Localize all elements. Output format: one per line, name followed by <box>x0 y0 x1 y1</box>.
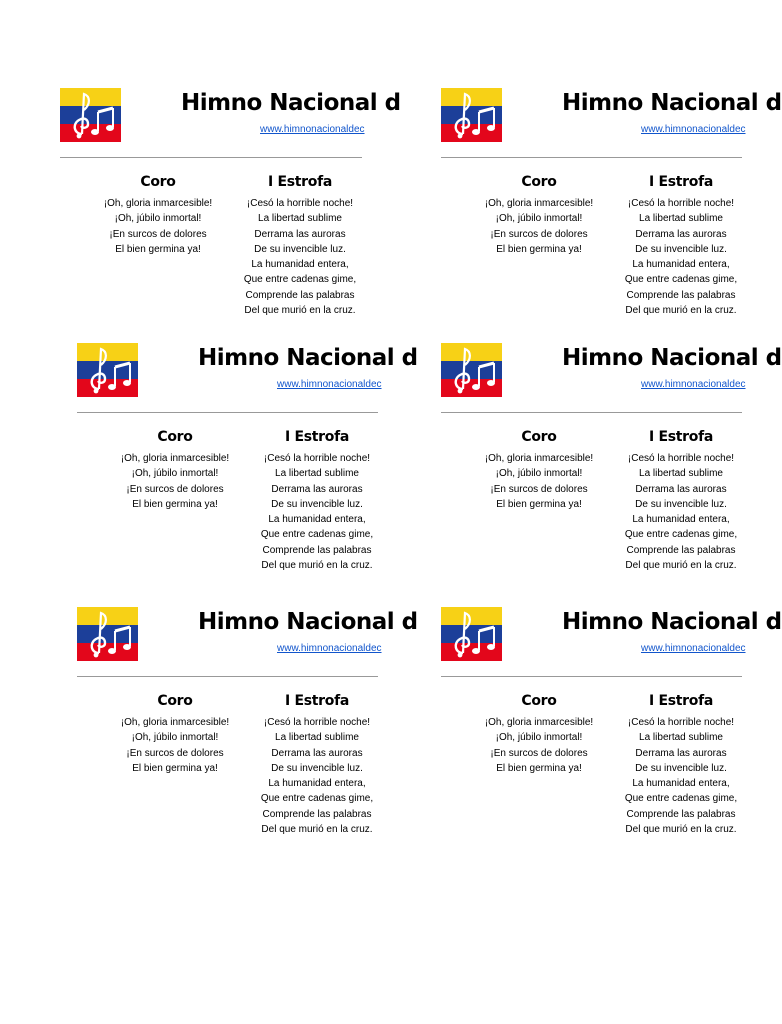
coro-line: ¡Oh, gloria inmarcesible! <box>484 453 594 464</box>
coro-column <box>77 428 273 512</box>
coro-line: El bien germina ya! <box>115 243 201 255</box>
estrofa-line: ¡Cesó la horrible noche! <box>627 198 735 209</box>
coro-line: ¡En surcos de dolores <box>126 747 224 759</box>
estrofa-line: Derrama las auroras <box>271 747 363 759</box>
estrofa-line: Derrama las auroras <box>635 483 727 495</box>
estrofa-line: Que entre cadenas gime, <box>624 274 738 286</box>
coro-line: ¡En surcos de dolores <box>126 483 224 495</box>
music-notes-icon <box>441 88 502 142</box>
flag-logo <box>60 88 121 142</box>
music-notes-icon <box>441 607 502 661</box>
website-link[interactable]: www.himnonacionaldec <box>260 124 365 135</box>
website-link[interactable]: www.himnonacionaldec <box>641 379 746 390</box>
coro-line: ¡En surcos de dolores <box>490 483 588 495</box>
flag-logo <box>441 88 502 142</box>
estrofa-heading: I Estrofa <box>648 174 714 190</box>
music-notes-icon <box>441 343 502 397</box>
estrofa-line: La humanidad entera, <box>632 514 730 526</box>
estrofa-line: La libertad sublime <box>639 213 723 225</box>
estrofa-line: La humanidad entera, <box>632 778 730 790</box>
estrofa-line: Del que murió en la cruz. <box>625 560 737 572</box>
coro-line: El bien germina ya! <box>496 498 582 510</box>
estrofa-line: De su invencible luz. <box>635 762 727 774</box>
estrofa-column <box>257 428 377 573</box>
website-link[interactable]: www.himnonacionaldec <box>277 379 382 390</box>
coro-line: ¡Oh, gloria inmarcesible! <box>484 717 594 728</box>
coro-column <box>441 428 637 512</box>
card-title: Himno Nacional d <box>198 609 418 635</box>
coro-line: ¡Oh, gloria inmarcesible! <box>103 198 213 209</box>
divider <box>77 412 378 413</box>
estrofa-line: Que entre cadenas gime, <box>243 274 357 286</box>
coro-line: ¡Oh, gloria inmarcesible! <box>120 717 230 728</box>
estrofa-line: Comprende las palabras <box>626 289 736 301</box>
estrofa-column <box>621 692 741 837</box>
estrofa-line: La libertad sublime <box>275 468 359 480</box>
estrofa-column <box>621 428 741 573</box>
estrofa-line: ¡Cesó la horrible noche! <box>627 453 735 464</box>
coro-line: ¡Oh, gloria inmarcesible! <box>120 453 230 464</box>
estrofa-line: De su invencible luz. <box>254 243 346 255</box>
estrofa-heading: I Estrofa <box>648 429 714 445</box>
divider <box>77 676 378 677</box>
estrofa-line: De su invencible luz. <box>635 498 727 510</box>
anthem-card-3 <box>77 343 418 583</box>
website-link[interactable]: www.himnonacionaldec <box>277 643 382 654</box>
coro-heading: Coro <box>157 429 193 445</box>
estrofa-line: ¡Cesó la horrible noche! <box>627 717 735 728</box>
estrofa-line: Del que murió en la cruz. <box>625 824 737 836</box>
estrofa-line: Derrama las auroras <box>635 747 727 759</box>
estrofa-line: La humanidad entera, <box>632 259 730 271</box>
coro-heading: Coro <box>521 174 557 190</box>
coro-line: ¡Oh, júbilo inmortal! <box>131 468 219 480</box>
estrofa-line: Comprende las palabras <box>245 289 355 301</box>
coro-line: ¡Oh, júbilo inmortal! <box>131 732 219 744</box>
estrofa-heading: I Estrofa <box>284 693 350 709</box>
coro-line: ¡En surcos de dolores <box>109 228 207 240</box>
estrofa-line: Del que murió en la cruz. <box>261 824 373 836</box>
divider <box>60 157 362 158</box>
coro-column <box>60 173 256 257</box>
estrofa-line: Del que murió en la cruz. <box>261 560 373 572</box>
card-title: Himno Nacional d <box>198 345 418 371</box>
estrofa-line: Comprende las palabras <box>626 544 736 556</box>
estrofa-line: Que entre cadenas gime, <box>260 529 374 541</box>
estrofa-column <box>257 692 377 837</box>
coro-heading: Coro <box>140 174 176 190</box>
coro-heading: Coro <box>157 693 193 709</box>
anthem-card-5 <box>77 607 418 847</box>
coro-line: ¡Oh, júbilo inmortal! <box>495 732 583 744</box>
coro-line: ¡Oh, júbilo inmortal! <box>495 213 583 225</box>
coro-line: El bien germina ya! <box>132 762 218 774</box>
divider <box>441 676 742 677</box>
estrofa-line: La libertad sublime <box>275 732 359 744</box>
estrofa-column <box>240 173 360 318</box>
music-notes-icon <box>77 607 138 661</box>
estrofa-line: Comprende las palabras <box>262 808 372 820</box>
flag-logo <box>77 343 138 397</box>
anthem-card-1 <box>60 88 401 328</box>
estrofa-line: ¡Cesó la horrible noche! <box>263 717 371 728</box>
card-title: Himno Nacional d <box>562 90 782 116</box>
estrofa-line: La humanidad entera, <box>268 778 366 790</box>
flag-logo <box>441 607 502 661</box>
anthem-card-6 <box>441 607 782 847</box>
estrofa-line: ¡Cesó la horrible noche! <box>246 198 354 209</box>
estrofa-line: De su invencible luz. <box>635 243 727 255</box>
estrofa-line: La libertad sublime <box>639 468 723 480</box>
estrofa-line: ¡Cesó la horrible noche! <box>263 453 371 464</box>
estrofa-column <box>621 173 741 318</box>
card-title: Himno Nacional d <box>181 90 401 116</box>
coro-line: El bien germina ya! <box>496 762 582 774</box>
estrofa-line: La libertad sublime <box>639 732 723 744</box>
estrofa-line: De su invencible luz. <box>271 498 363 510</box>
estrofa-line: Del que murió en la cruz. <box>625 305 737 317</box>
coro-heading: Coro <box>521 429 557 445</box>
flag-logo <box>441 343 502 397</box>
divider <box>441 412 742 413</box>
estrofa-line: Que entre cadenas gime, <box>624 529 738 541</box>
coro-column <box>77 692 273 776</box>
estrofa-line: La humanidad entera, <box>268 514 366 526</box>
coro-column <box>441 692 637 776</box>
coro-line: ¡Oh, júbilo inmortal! <box>114 213 202 225</box>
divider <box>441 157 742 158</box>
estrofa-heading: I Estrofa <box>648 693 714 709</box>
estrofa-line: De su invencible luz. <box>271 762 363 774</box>
website-link[interactable]: www.himnonacionaldec <box>641 643 746 654</box>
music-notes-icon <box>60 88 121 142</box>
website-link[interactable]: www.himnonacionaldec <box>641 124 746 135</box>
music-notes-icon <box>77 343 138 397</box>
flag-logo <box>77 607 138 661</box>
estrofa-line: Que entre cadenas gime, <box>260 793 374 805</box>
coro-line: ¡En surcos de dolores <box>490 747 588 759</box>
coro-line: ¡Oh, gloria inmarcesible! <box>484 198 594 209</box>
estrofa-line: Que entre cadenas gime, <box>624 793 738 805</box>
card-title: Himno Nacional d <box>562 609 782 635</box>
coro-line: ¡En surcos de dolores <box>490 228 588 240</box>
coro-line: El bien germina ya! <box>132 498 218 510</box>
estrofa-line: La humanidad entera, <box>251 259 349 271</box>
estrofa-line: Derrama las auroras <box>635 228 727 240</box>
estrofa-line: La libertad sublime <box>258 213 342 225</box>
card-title: Himno Nacional d <box>562 345 782 371</box>
estrofa-line: Derrama las auroras <box>271 483 363 495</box>
coro-column <box>441 173 637 257</box>
estrofa-line: Comprende las palabras <box>626 808 736 820</box>
coro-heading: Coro <box>521 693 557 709</box>
coro-line: El bien germina ya! <box>496 243 582 255</box>
estrofa-heading: I Estrofa <box>267 174 333 190</box>
estrofa-line: Comprende las palabras <box>262 544 372 556</box>
estrofa-heading: I Estrofa <box>284 429 350 445</box>
estrofa-line: Del que murió en la cruz. <box>244 305 356 317</box>
estrofa-line: Derrama las auroras <box>254 228 346 240</box>
anthem-card-2 <box>441 88 782 328</box>
anthem-card-4 <box>441 343 782 583</box>
coro-line: ¡Oh, júbilo inmortal! <box>495 468 583 480</box>
